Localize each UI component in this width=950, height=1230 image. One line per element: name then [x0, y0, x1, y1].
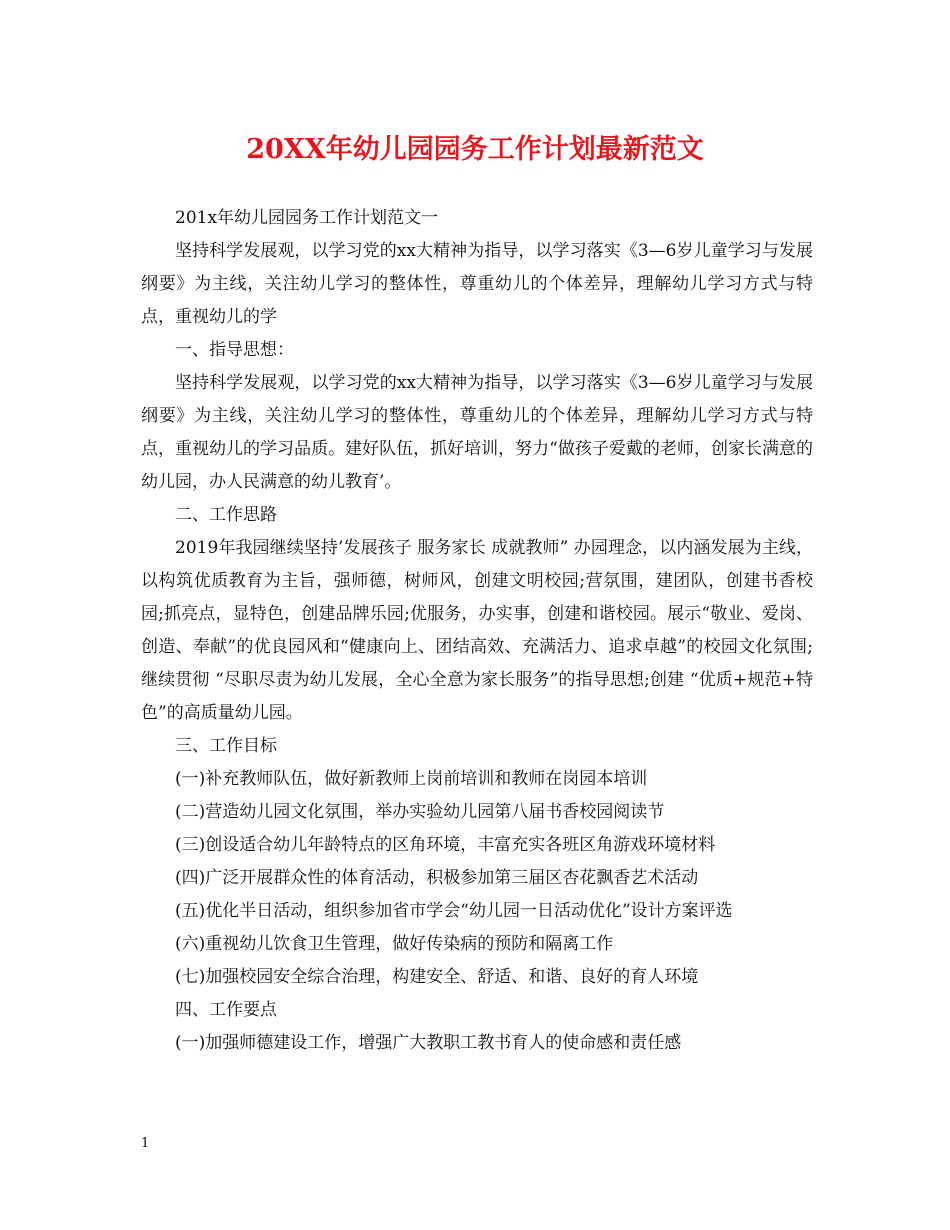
- paragraph: (二)营造幼儿园文化氛围，举办实验幼儿园第八届书香校园阅读节: [175, 802, 665, 822]
- paragraph: 2019年我园继续坚持’发展孩子 服务家长 成就教师” 办园理念，以内涵发展为主线，以构筑优质教育为主旨，强师德，树师风，创建文明校园;营氛围，建团队，创建书香校园;抓亮点，显特色，创建品牌乐园;优服务，办实事，创建和谐校园。展示“敬业、爱岗、创造、奉献”的优良园风和“健康向上、团结高效、充满活力、追求卓越”的校园文化氛围;继续贯彻 “尽职尽责为幼儿发展，全心全意为家长服务”的指导思想;创建 “优质+规范+特色”的高质量幼儿园。: [141, 538, 813, 723]
- page-number: 1: [141, 1136, 150, 1151]
- paragraph: (六)重视幼儿饮食卫生管理，做好传染病的预防和隔离工作: [175, 934, 614, 954]
- paragraph: (一)加强师德建设工作，增强广大教职工教书育人的使命感和责任感: [175, 1033, 682, 1053]
- paragraph: (四)广泛开展群众性的体育活动，积极参加第三届区杏花飘香艺术活动: [175, 868, 699, 888]
- paragraph: (三)创设适合幼儿年龄特点的区角环境，丰富充实各班区角游戏环境材料: [175, 835, 716, 855]
- paragraph: (一)补充教师队伍，做好新教师上岗前培训和教师在岗园本培训: [175, 769, 648, 789]
- document-title: 20XX年幼儿园园务工作计划最新范文: [246, 134, 704, 165]
- paragraph: 坚持科学发展观，以学习党的xx大精神为指导，以学习落实《3—6岁儿童学习与发展纲要》为主线，关注幼儿学习的整体性，尊重幼儿的个体差异，理解幼儿学习方式与特点，重视幼儿的学习品质。建好队伍，抓好培训，努力“做孩子爱戴的老师，创家长满意的幼儿园，办人民满意的幼儿教育’。: [141, 373, 813, 492]
- paragraph: 四、工作要点: [175, 1000, 277, 1020]
- paragraph: 201x年幼儿园园务工作计划范文一: [175, 208, 439, 228]
- paragraph: 一、指导思想：: [175, 340, 294, 360]
- paragraph: 三、工作目标: [175, 736, 277, 756]
- document-body: [141, 202, 813, 1060]
- paragraph: (五)优化半日活动，组织参加省市学会“幼儿园一日活动优化”设计方案评选: [175, 901, 733, 921]
- paragraph: 坚持科学发展观，以学习党的xx大精神为指导，以学习落实《3—6岁儿童学习与发展纲要》为主线，关注幼儿学习的整体性，尊重幼儿的个体差异，理解幼儿学习方式与特点，重视幼儿的学: [141, 241, 813, 327]
- paragraph: (七)加强校园安全综合治理，构建安全、舒适、和谐、良好的育人环境: [175, 967, 699, 987]
- paragraph: 二、工作思路: [175, 505, 277, 525]
